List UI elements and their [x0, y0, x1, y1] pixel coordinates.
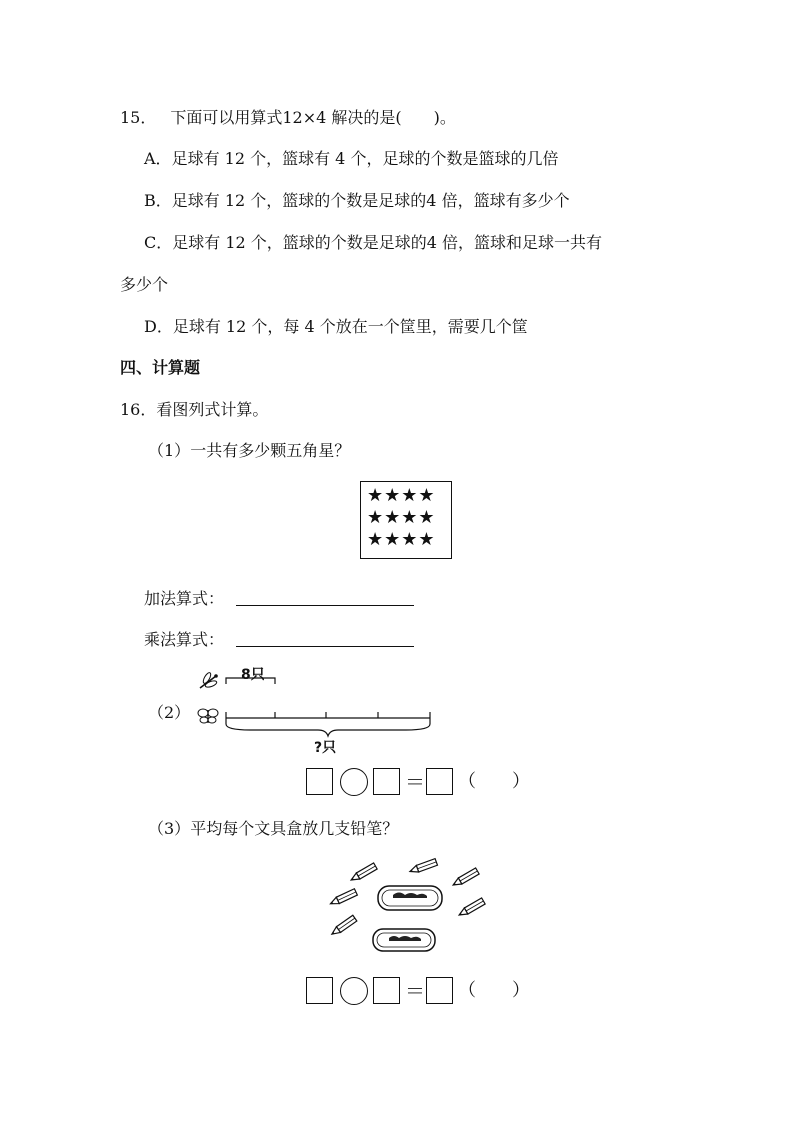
answer-box-operand1[interactable] — [306, 977, 333, 1004]
pencil-icon — [329, 889, 357, 907]
q15-option-c-continued: 多少个 — [120, 275, 169, 294]
answer-box-result[interactable] — [426, 768, 453, 795]
multiplication-label: 乘法算式： — [144, 630, 225, 649]
dragonfly-icon — [200, 672, 218, 689]
part-label: （2） — [148, 703, 191, 722]
pencil-icon — [330, 915, 357, 937]
q16-part1-question — [148, 441, 350, 461]
q16-part3-question — [148, 819, 398, 839]
total-unknown-label: ?只 — [314, 740, 337, 756]
answer-circle-operator[interactable] — [340, 768, 368, 796]
q15-option-d[interactable] — [144, 317, 528, 337]
equals-sign: ＝ — [405, 979, 425, 1003]
option-label: B． — [144, 191, 172, 210]
unit-paren[interactable]: （ ） — [458, 980, 530, 1001]
answer-box-result[interactable] — [426, 977, 453, 1004]
option-text: 足球有 12 个，每 4 个放在一个筐里，需要几个筐 — [172, 317, 528, 336]
part-question: 一共有多少颗五角星？ — [190, 441, 351, 460]
answer-circle-operator[interactable] — [340, 977, 368, 1005]
q15-option-a[interactable] — [144, 149, 558, 169]
q15-stem-text: 下面可以用算式12×4 解决的是( )。 — [170, 108, 456, 127]
part-question: 平均每个文具盒放几支铅笔？ — [190, 819, 399, 838]
pencil-icon — [451, 868, 479, 888]
star-row: ★★★★ — [367, 485, 436, 506]
section-title: 四、计算题 — [120, 358, 201, 377]
star-row: ★★★★ — [367, 529, 436, 550]
top-count-label: 8只 — [241, 667, 265, 683]
part-label: （1） — [148, 441, 191, 460]
star-picture-frame — [360, 481, 452, 559]
part-label: （3） — [148, 819, 191, 838]
option-label: D． — [144, 317, 173, 336]
butterfly-icon — [198, 709, 218, 723]
option-label: A． — [144, 149, 172, 168]
q15-number: 15． — [120, 108, 157, 127]
q15-option-c[interactable] — [144, 233, 602, 253]
pencils-and-cases-picture — [325, 855, 495, 960]
addition-label: 加法算式： — [144, 589, 225, 608]
answer-box-operand1[interactable] — [306, 768, 333, 795]
q16-stem — [120, 400, 268, 420]
answer-box-operand2[interactable] — [373, 977, 400, 1004]
q15-option-b[interactable] — [144, 191, 570, 211]
q16-stem-text: 看图列式计算。 — [156, 400, 269, 419]
unit-paren[interactable]: （ ） — [458, 771, 530, 792]
pencil-icon — [409, 859, 438, 875]
option-text: 足球有 12 个，篮球的个数是足球的4 倍，篮球有多少个 — [171, 191, 570, 210]
option-label: C． — [144, 233, 173, 252]
pencil-case-icon — [373, 929, 435, 951]
pencil-case-icon — [378, 886, 442, 910]
pencil-icon — [457, 898, 485, 918]
option-text: 足球有 12 个，篮球的个数是足球的4 倍，篮球和足球一共有 — [172, 233, 603, 252]
q15-stem — [120, 108, 456, 128]
star-row: ★★★★ — [367, 507, 436, 528]
equals-sign: ＝ — [405, 770, 425, 794]
pencil-icon — [349, 863, 377, 883]
q16-number: 16． — [120, 400, 157, 419]
option-text: 足球有 12 个，篮球有 4 个，足球的个数是篮球的几倍 — [171, 149, 559, 168]
addition-answer-line[interactable] — [236, 605, 414, 606]
answer-box-operand2[interactable] — [373, 768, 400, 795]
multiplication-answer-line[interactable] — [236, 646, 414, 647]
